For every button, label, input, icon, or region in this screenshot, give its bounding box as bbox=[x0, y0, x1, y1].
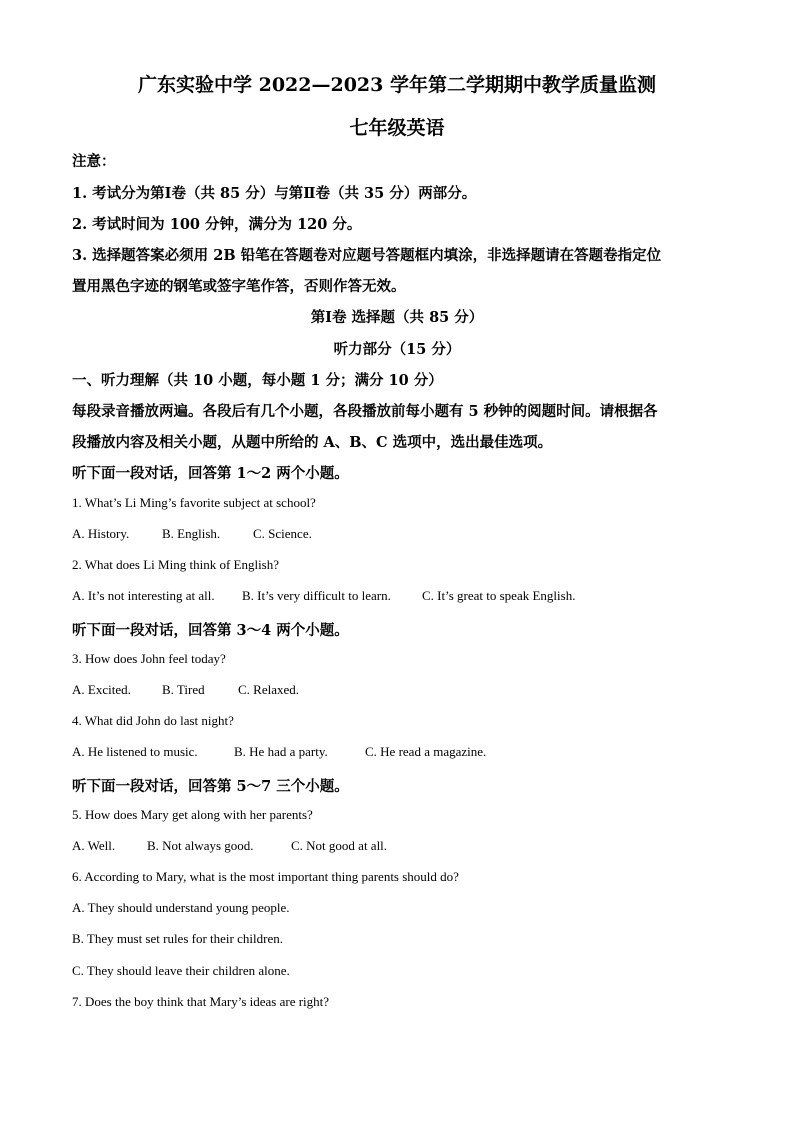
question-6-option-c: C. They should leave their children alone. bbox=[72, 963, 290, 978]
question-3-option-c: C. Relaxed. bbox=[238, 682, 300, 697]
question-3-option-b: B. Tired bbox=[162, 682, 205, 697]
question-1-stem: 1. What’s Li Ming’s favorite subject at school? bbox=[72, 495, 316, 510]
question-6-option-b: B. They must set rules for their children. bbox=[72, 931, 283, 946]
question-1-option-a: A. History. bbox=[72, 526, 130, 541]
listening-heading: 听力部分（15 分） bbox=[333, 341, 461, 358]
part-one-heading: 第Ⅰ卷 选择题（共 85 分） bbox=[310, 309, 484, 326]
question-4-option-c: C. He read a magazine. bbox=[365, 744, 487, 759]
question-2-option-c: C. It’s great to speak English. bbox=[422, 588, 576, 603]
question-4-option-b: B. He had a party. bbox=[234, 744, 328, 759]
question-4-stem: 4. What did John do last night? bbox=[72, 713, 234, 728]
question-5-options bbox=[72, 838, 387, 854]
notice-item-3-line2: 置用黑色字迹的钢笔或签字笔作答，否则作答无效。 bbox=[72, 278, 406, 295]
question-5-option-c: C. Not good at all. bbox=[291, 838, 388, 853]
group-2-heading: 听下面一段对话，回答第 3～4 两个小题。 bbox=[72, 622, 349, 639]
group-3-heading: 听下面一段对话，回答第 5～7 三个小题。 bbox=[72, 778, 349, 795]
question-3-options bbox=[72, 682, 299, 698]
question-1-option-c: C. Science. bbox=[253, 526, 312, 541]
question-4-option-a: A. He listened to music. bbox=[72, 744, 198, 759]
question-5-option-a: A. Well. bbox=[72, 838, 116, 853]
question-2-options bbox=[72, 588, 575, 604]
question-6-option-a: A. They should understand young people. bbox=[72, 900, 290, 915]
instructions-line1: 每段录音播放两遍。各段后有几个小题，各段播放前每小题有 5 秒钟的阅题时间。请根据各 bbox=[72, 403, 658, 420]
question-3-option-a: A. Excited. bbox=[72, 682, 131, 697]
notice-heading: 注意： bbox=[72, 153, 116, 170]
question-2-option-a: A. It’s not interesting at all. bbox=[72, 588, 215, 603]
exam-subtitle: 七年级英语 bbox=[349, 117, 445, 139]
question-4-options bbox=[72, 744, 486, 760]
question-1-options bbox=[72, 526, 312, 542]
notice-item-1: 1. 考试分为第Ⅰ卷（共 85 分）与第Ⅱ卷（共 35 分）两部分。 bbox=[72, 185, 477, 202]
exam-title: 广东实验中学 2022—2023 学年第二学期期中教学质量监测 bbox=[138, 74, 656, 96]
question-5-stem: 5. How does Mary get along with her parents? bbox=[72, 807, 313, 822]
question-2-option-b: B. It’s very difficult to learn. bbox=[242, 588, 391, 603]
question-6-stem: 6. According to Mary, what is the most important thing parents should do? bbox=[72, 869, 459, 884]
question-5-option-b: B. Not always good. bbox=[147, 838, 254, 853]
question-2-stem: 2. What does Li Ming think of English? bbox=[72, 557, 280, 572]
group-1-heading: 听下面一段对话，回答第 1～2 两个小题。 bbox=[72, 465, 349, 482]
notice-item-3-line1: 3. 选择题答案必须用 2B 铅笔在答题卷对应题号答题框内填涂，非选择题请在答题卷指定位 bbox=[72, 247, 662, 264]
question-3-stem: 3. How does John feel today? bbox=[72, 651, 226, 666]
question-1-option-b: B. English. bbox=[162, 526, 221, 541]
question-7-stem: 7. Does the boy think that Mary’s ideas are right? bbox=[72, 994, 330, 1009]
section-heading: 一、听力理解（共 10 小题，每小题 1 分；满分 10 分） bbox=[72, 372, 443, 389]
instructions-line2: 段播放内容及相关小题，从题中所给的 A、B、C 选项中，选出最佳选项。 bbox=[72, 434, 553, 451]
notice-item-2: 2. 考试时间为 100 分钟，满分为 120 分。 bbox=[72, 216, 362, 233]
